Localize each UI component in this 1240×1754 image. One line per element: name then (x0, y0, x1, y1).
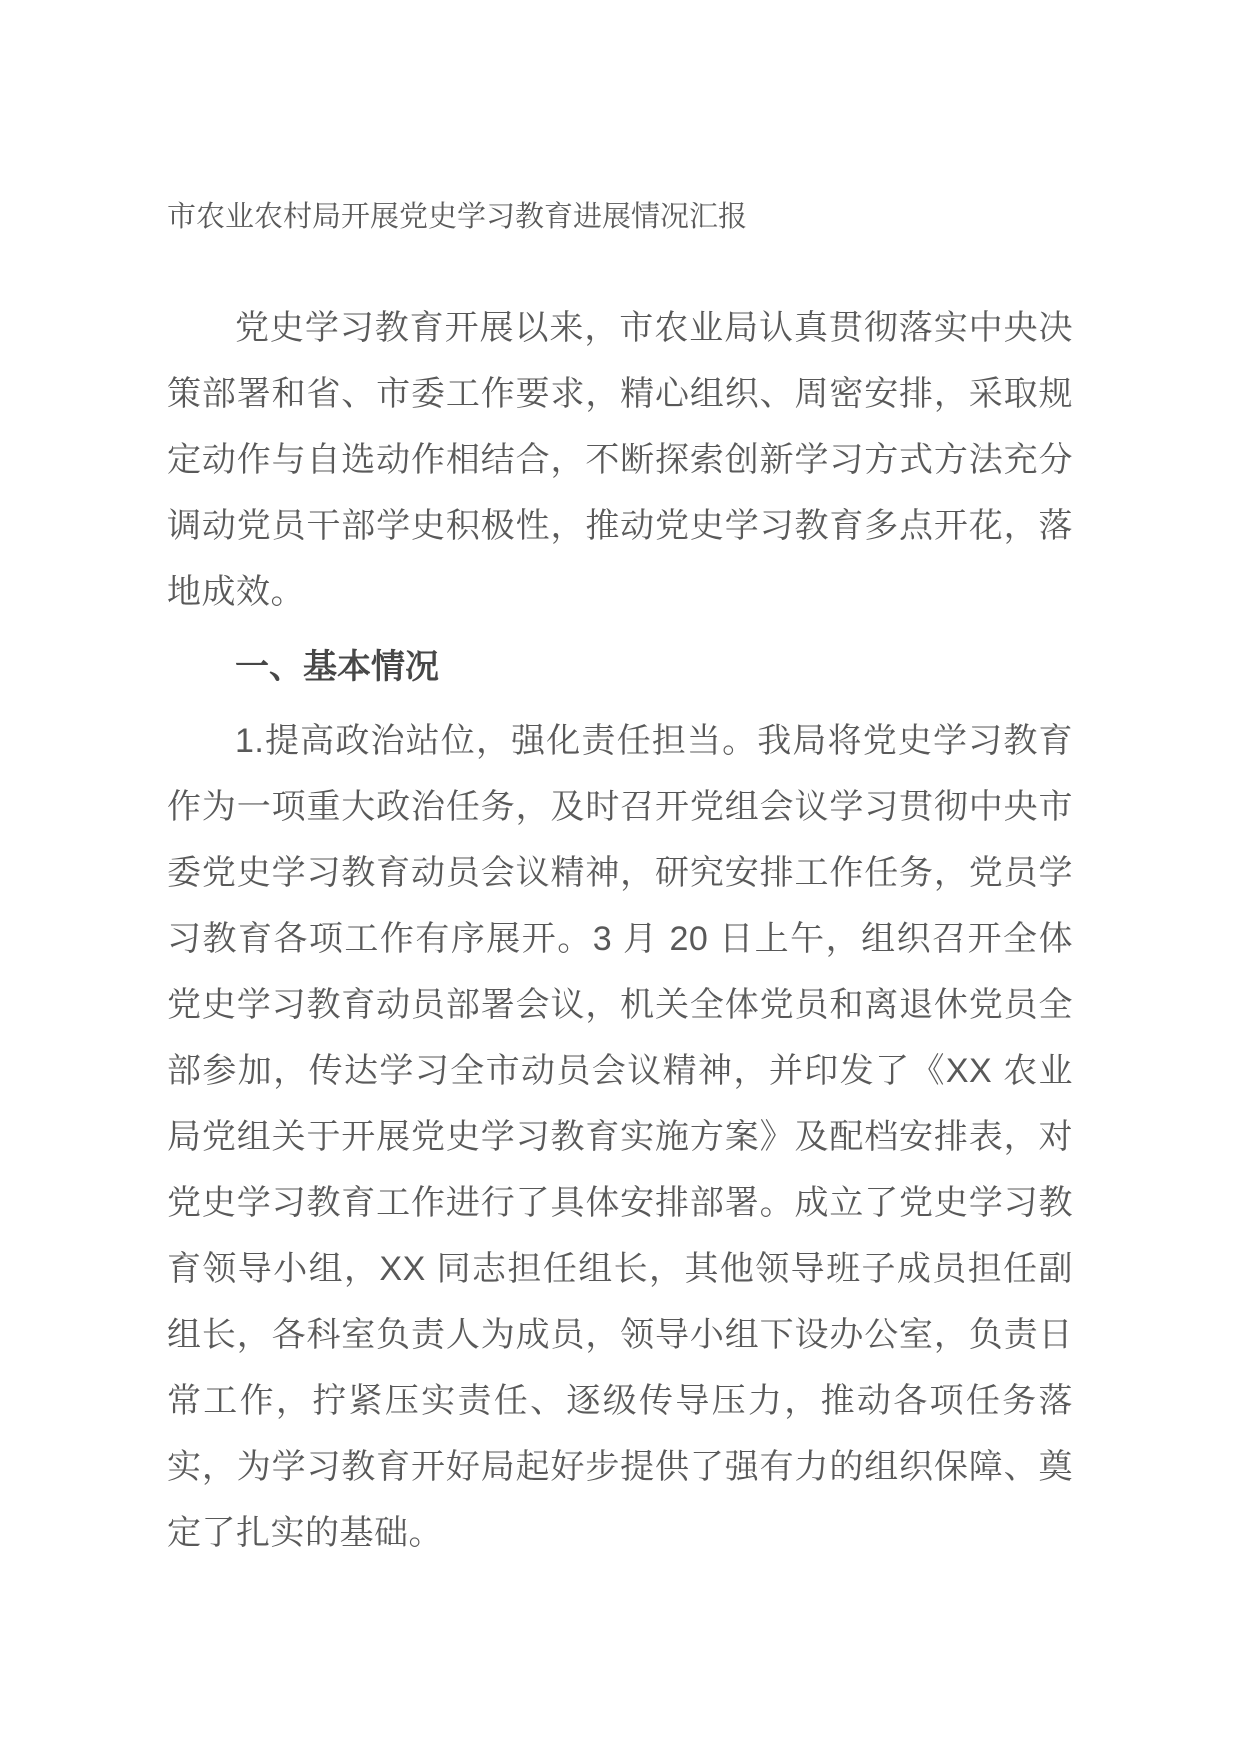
paragraph-basic-situation-detail: 1.提高政治站位，强化责任担当。我局将党史学习教育作为一项重大政治任务，及时召开党组会议学习贯彻中央市委党史学习教育动员会议精神，研究安排工作任务，党员学习教育各项工作有序展开。3 月 20 日上午，组织召开全体党史学习教育动员部署会议，机关全体党员和离退休党员全部参加，传达学习全市动员会议精神，并印发了《XX 农业局党组关于开展党史学习教育实施方案》及配档安排表，对党史学习教育工作进行了具体安排部署。成立了党史学习教育领导小组，XX 同志担任组长，其他领导班子成员担任副组长，各科室负责人为成员，领导小组下设办公室，负责日常工作，拧紧压实责任、逐级传导压力，推动各项任务落实，为学习教育开好局起好步提供了强有力的组织保障、奠定了扎实的基础。 (167, 722, 1073, 1552)
document-title: 市农业农村局开展党史学习教育进展情况汇报 (167, 201, 748, 233)
paragraph-intro: 党史学习教育开展以来，市农业局认真贯彻落实中央决策部署和省、市委工作要求，精心组织、周密安排，采取规定动作与自选动作相结合，不断探索创新学习方式方法充分调动党员干部学史积极性，推动党史学习教育多点开花，落地成效。 (167, 309, 1073, 611)
section-heading-basic-situation: 一、基本情况 (235, 648, 439, 686)
